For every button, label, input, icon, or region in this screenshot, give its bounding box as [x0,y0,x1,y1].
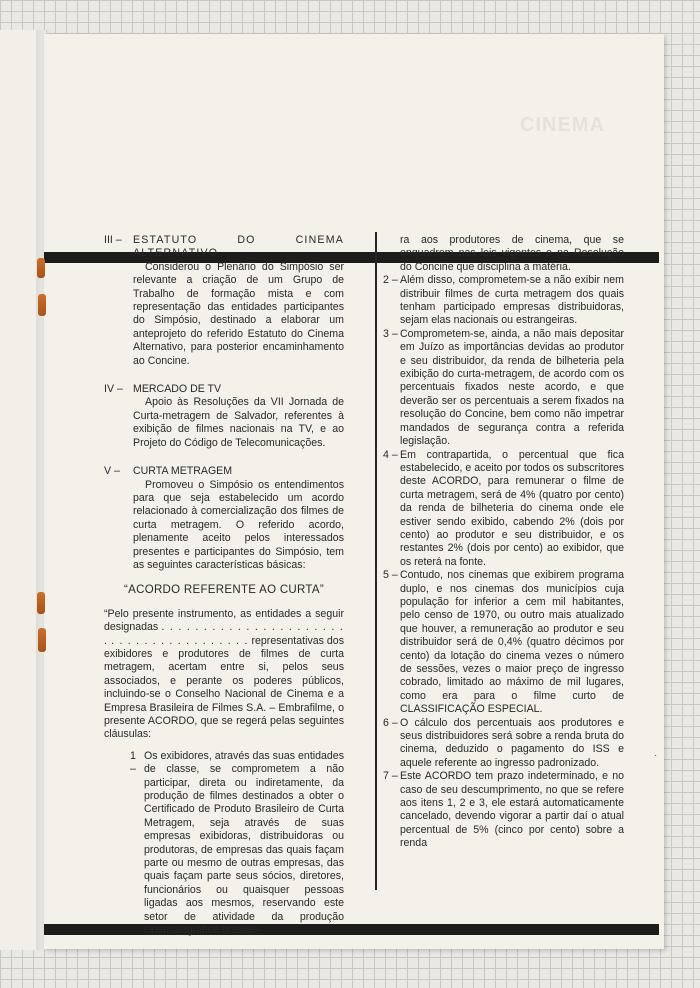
blank-dots: . . . . . . . . . . . . . . . . . [111,634,249,647]
rust-stain-icon [38,294,46,316]
agreement-text: representativas dos exibidores e produtores de filmes de curta metragem, acertam entre si, pelos seus associados, e perante os poderes públicos, incluindo-se o Conselho Nacional de Cinema e a Empresa Brasileira de Filmes S.A. – Embrafilme, o presente ACORDO, que se regerá pelas seguintes cláusulas: [104,634,344,741]
section-paragraph: Considerou o Plenário do Simpósio ser relevante a criação de um Grupo de Trabalho de formação mista e com representação das entidades participantes do Simpósio, destinado a elaborar um anteprojeto do referido Estatuto do Cinema Alternativo, para posterior encaminhamento ao Concine. [133,260,344,367]
clause-text: Comprometem-se, ainda, a não mais depositar em Juízo as importâncias devidas ao produtor e seu distribuidor, da renda de bilheteria pela exibição do curta-metragem, de acordo com os percentuais fixados neste acordo, e que deverão ser os percentuais a serem fixados na resolução do Concine, bem como não impetrar mandados de segurança contra a referida legislação. [400,327,624,448]
section-3-heading [104,234,344,261]
rust-stain-icon [38,628,46,652]
clause-number: 4 – [383,448,398,461]
section-title: CURTA METRAGEM [133,465,233,478]
section-paragraph: Apoio às Resoluções da VII Jornada de Curta-metragem de Salvador, referentes à exibição de filmes nacionais na TV, e ao Projeto do Código de Telecomunicações. [133,396,344,449]
clause-number: 5 – [383,569,398,582]
clause-text: Contudo, nos cinemas que exibirem programa duplo, e nos cinemas dos municípios cuja população for inferior a cem mil habitantes, pelo censo de 1970, ou outro mais atualizado que houver, a remuneração ao produtor e seu distribuidor será de 0,4% (quatro décimos por cento) da lotação do cinema vezes o número de sessões, vezes o maior preço de ingresso cobrado, limitado ao máximo de mil lugares, como era para o filme curto de CLASSIFICAÇÃO ESPECIAL. [400,569,624,716]
clause-number: 6 – [383,716,398,729]
clause-5 [383,569,624,716]
blank-dots: . . . . . . . . . . . . . . . . . . . . . . . [104,621,344,647]
clause-3 [383,328,624,449]
clause-7 [383,770,624,850]
clause-number: 3 – [383,327,398,340]
section-4-heading [104,383,344,396]
clause-text: Este ACORDO tem prazo indeterminado, e no caso de seu descumprimento, no que se refere aos itens 1, 2 e 3, ele estará automaticamente cancelado, devendo vigorar a partir daí o atual percentual de 5% (cinco por cento) sobre a renda [400,770,624,850]
clause-number: 7 – [383,770,398,783]
clause-2 [383,274,624,328]
section-title: ESTATUTO DO CINEMA ALTERNATIVO [133,234,344,260]
section-number: III – [104,234,122,246]
clause-text: Os exibidores, através das suas entidades de classe, se comprometem a não participar, direta ou indiretamente, da produção de filmes destinados a obter o Certificado de Produto Brasileiro de Curta Metragem, seja através de suas empresas exibidoras, distribuidoras ou produtoras, de empresas das quais façam parte ou mesmo de outras empresas, das quais façam parte seus sócios, diretores, funcionários ou quaisquer pessoas ligadas aos mesmos, reservando este setor de atividade da produção cinematográfica brasilei- [144,749,344,937]
agreement-title: “ACORDO REFERENTE AO CURTA” [124,584,324,597]
clause-number: 2 – [383,274,398,287]
left-column [104,234,344,938]
show-through-heading: CINEMA [520,114,605,136]
continued-paragraph: ra aos produtores de cinema, que se enquadrem nas leis vigentes e na Resolução do Concine que disciplina a matéria. [400,234,624,273]
section-number: IV – [104,383,123,396]
section-paragraph: Promoveu o Simpósio os entendimentos para que seja estabelecido um acordo relacionado à comercialização dos filmes de curta metragem. O referido acordo, plenamente aceito pelos interessados presentes e participantes do Simpósio, tem as seguintes características básicas: [133,478,344,571]
clause-1 [104,750,344,938]
section-3-body [104,261,344,368]
section-title: MERCADO DE TV [133,383,222,396]
agreement-text: “Pelo presente instrumento, as entidades a seguir designadas [104,607,344,634]
section-5-body [104,479,344,573]
clause-number: 1 – [130,749,136,776]
agreement-preamble [104,608,344,742]
rust-stain-icon [37,258,45,278]
clause-text: Em contrapartida, o percentual que fica estabelecido, e aceito por todos os subscritores deste ACORDO, para remunerar o filme de curta metragem, será de 4% (quatro por cento) da renda de bilheteria do cinema onde ele estiver sendo exibido, cabendo 2% (dois por cento) ao produtor e seu distribuidor, e os restantes 2% (dois por cento) ao exibidor, que os reterá na fonte. [400,448,624,568]
continued-text [383,234,624,274]
margin-mark: · [654,750,658,761]
section-number: V – [104,465,120,478]
section-5-heading [104,465,344,478]
clause-text: O cálculo dos percentuais aos produtores e seus distribuidores será sobre a renda bruta do cinema, deduzido o pagamento do ISS e aquele referente ao ingresso padronizado. [400,716,624,769]
clause-4 [383,449,624,570]
right-column [383,234,624,851]
column-divider [375,232,377,890]
rust-stain-icon [37,592,45,614]
clause-text: Além disso, comprometem-se a não exibir nem distribuir filmes de curta metragem dos quais tenham participado empresas distribuidoras, sejam elas nacionais ou estrangeiras. [400,274,624,327]
clause-6 [383,717,624,771]
section-4-body [104,396,344,450]
